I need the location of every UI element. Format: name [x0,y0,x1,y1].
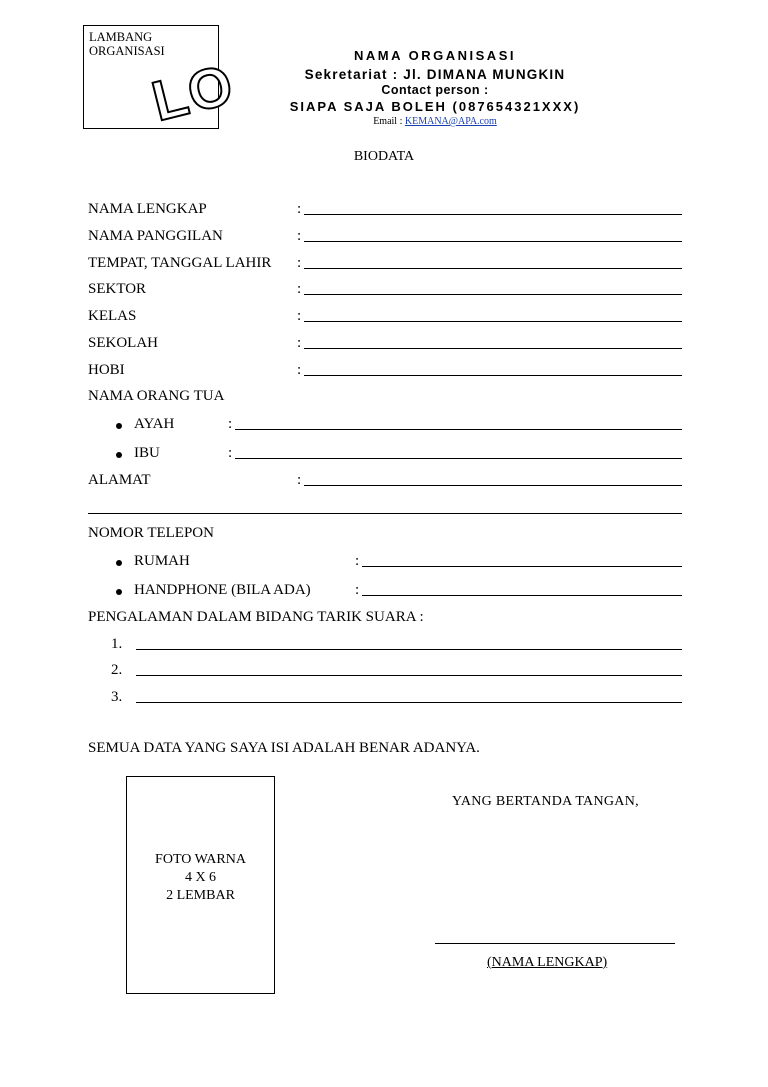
form-title: BIODATA [353,149,415,164]
fill-line[interactable] [136,702,682,703]
photo-line2: 4 X 6 [184,870,217,885]
section-orang-tua [88,388,682,408]
field-label: ALAMAT [88,472,151,488]
bullet-icon [116,560,122,566]
field-label: SEKTOR [88,281,147,297]
section-telepon [88,525,682,545]
signature-line[interactable] [435,943,675,944]
pengalaman-item-2[interactable] [88,662,682,682]
section-label: NAMA ORANG TUA [88,388,225,404]
photo-line3: 2 LEMBAR [166,888,235,903]
org-secretariat: Sekretariat : Jl. DIMANA MUNGKIN [304,67,566,82]
field-label: HANDPHONE (BILA ADA) [134,582,311,598]
field-sektor[interactable]: SEKTOR : [88,281,682,301]
fill-line[interactable] [304,294,682,295]
signature-name-text: NAMA LENGKAP [491,955,603,970]
fill-line[interactable] [362,595,682,596]
field-ttl[interactable]: TEMPAT, TANGGAL LAHIR : [88,255,682,275]
fill-line[interactable] [136,675,682,676]
field-ayah[interactable]: AYAH : [88,416,682,436]
fill-line[interactable] [235,458,682,459]
photo-line1: FOTO WARNA [155,852,246,867]
field-label: NAMA LENGKAP [88,201,207,217]
item-number: 2. [111,662,123,678]
field-label: HOBI [88,362,125,378]
letterhead [270,48,600,128]
declaration-text: SEMUA DATA YANG SAYA ISI ADALAH BENAR ADANYA. [88,740,480,756]
logo-caption-line1: LAMBANG [89,30,153,44]
field-label: NAMA PANGGILAN [88,228,223,244]
fill-line[interactable] [304,348,682,349]
section-label: NOMOR TELEPON [88,525,214,541]
field-ibu[interactable]: IBU : [88,445,682,465]
fill-line[interactable] [304,268,682,269]
fill-line[interactable] [304,241,682,242]
email-label: Email : [373,116,403,127]
section-label: PENGALAMAN DALAM BIDANG TARIK SUARA : [88,609,424,625]
paren-close: ) [602,955,608,970]
field-hobi[interactable]: HOBI : [88,362,682,382]
bullet-icon [116,452,122,458]
logo-mark-text: LO [145,51,241,133]
photo-instructions [127,851,274,905]
paren-open: ( [487,955,492,970]
section-pengalaman [88,609,682,629]
fill-line[interactable] [136,649,682,650]
alamat-extra-line[interactable] [88,513,682,514]
field-label: AYAH [134,416,175,432]
fill-line[interactable] [235,429,682,430]
fill-line[interactable] [304,321,682,322]
field-nama-lengkap[interactable]: NAMA LENGKAP : [88,201,682,221]
item-number: 3. [111,689,123,705]
declaration [88,740,682,760]
logo-box [83,25,241,133]
fill-line[interactable] [304,485,682,486]
pengalaman-item-3[interactable] [88,689,682,709]
fill-line[interactable] [304,375,682,376]
org-name: NAMA ORGANISASI [354,48,516,63]
logo-mark [144,51,241,133]
fill-line[interactable] [362,566,682,567]
field-label: SEKOLAH [88,335,158,351]
contact-label: Contact person : [381,83,489,97]
field-label: KELAS [88,308,137,324]
bullet-icon [116,589,122,595]
fill-line[interactable] [304,214,682,215]
field-handphone[interactable]: HANDPHONE (BILA ADA) : [88,582,682,602]
email-line [270,115,600,128]
bullet-icon [116,423,122,429]
field-label: TEMPAT, TANGGAL LAHIR [88,255,272,271]
field-label: RUMAH [134,553,190,569]
field-alamat[interactable]: ALAMAT : [88,472,682,492]
signature-label: YANG BERTANDA TANGAN, [452,794,639,809]
field-kelas[interactable]: KELAS : [88,308,682,328]
contact-person: SIAPA SAJA BOLEH (087654321XXX) [289,99,581,114]
signature-name [487,955,607,971]
field-sekolah[interactable]: SEKOLAH : [88,335,682,355]
field-nama-panggilan[interactable]: NAMA PANGGILAN : [88,228,682,248]
item-number: 1. [111,636,123,652]
field-rumah[interactable]: RUMAH : [88,553,682,573]
logo-caption-line2: ORGANISASI [89,44,165,58]
pengalaman-item-1[interactable] [88,636,682,656]
photo-box[interactable] [126,776,275,994]
field-label: IBU [134,445,160,461]
email-link[interactable]: KEMANA@APA.com [404,116,497,127]
